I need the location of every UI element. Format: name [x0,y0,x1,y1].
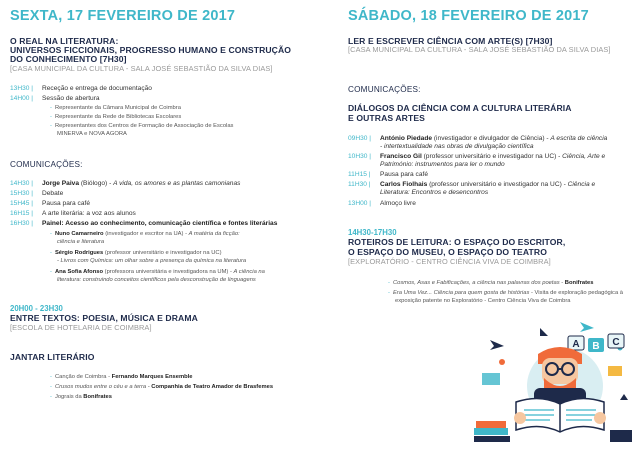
panel-speaker-cont: - Livros com Química: um olhar sobre a presença da química na literatura [57,258,247,264]
saturday-row: 13H00 | Almoço livre [348,200,416,207]
letter-b: B [592,341,600,352]
stacked-book [474,436,510,442]
opening-rep: MINERVA e NOVA AGORA [57,131,127,137]
stacked-book [610,430,632,442]
agenda-time: 14H00 | [10,95,33,102]
opening-rep: - Representante da Câmara Municipal de Coimbra [50,105,181,111]
saturday-location: [CASA MUNICIPAL DA CULTURA - SALA JOSÉ SEBASTIÃO DA SILVA DIAS] [348,45,611,54]
day-heading-friday: SEXTA, 17 FEVEREIRO DE 2017 [10,8,236,24]
opening-rep: - Representante da Rede de Bibliotecas Escolares [50,114,182,120]
letter-a: A [572,339,580,350]
agenda-desc: Sessão de abertura [42,95,100,102]
dialogos-line-2: E OUTRAS ARTES [348,113,425,123]
agenda-desc: Receção e entrega de documentação [42,85,152,92]
comunicacao-row: 15H45 | Pausa para café [10,200,91,207]
jantar-item: - Crusos mudos entre o céu e a terra - Companhia de Teatro Amador de Brasfemes [50,384,274,390]
afternoon-time: 14H30-17H30 [348,228,397,237]
comunicacao-row: 16H15 | A arte literária: a voz aos alunos [10,210,136,217]
panel-speaker: - Sérgio Rodrigues (professor universitário e investigador na UC) [50,250,222,256]
panel-speaker-cont: ciência e literatura [57,239,105,245]
roteiro-item-cont: exposição patente no Exploratório - Centro Ciência Viva de Coimbra [395,298,571,304]
comunicacao-row: 15H30 | Debate [10,190,64,197]
evening-time: 20H00 - 23H30 [10,304,63,313]
letter-c: C [612,337,620,348]
saturday-row-cont: Património: instrumentos para ler o mundo [380,161,505,168]
panel-speaker-cont: literatura: construindo conceitos científicos pela desconstrução de linguagens [57,277,256,283]
agenda-row [10,85,152,93]
jantar-item: - Canção de Coimbra - Fernando Marques Ensemble [50,374,193,380]
friday-title-line-3: DO CONHECIMENTO [7H30] [10,54,127,64]
agenda-time: 13H30 | [10,85,33,92]
bg-block [482,373,500,385]
afternoon-location: [EXPLORATÓRIO - CENTRO CIÊNCIA VIVA DE COIMBRA] [348,257,551,266]
afternoon-title-line-1: ROTEIROS DE LEITURA: O ESPAÇO DO ESCRITOR, [348,237,566,247]
saturday-row: 11H30 | Carlos Fiolhais (professor universitário e investigador na UC) - Ciência e [348,181,596,188]
comunicacao-row: 14H30 | Jorge Paiva (Biólogo) - A vida, os amores e as plantas camonianas [10,180,241,187]
opening-rep: - Representantes dos Centros de Formação de Associação de Escolas [50,123,234,129]
saturday-row: 10H30 | Francisco Gil (professor universitário e investigador na UC) - Ciência, Arte e [348,153,606,160]
afternoon-title-line-2: O ESPAÇO DO MUSEU, O ESPAÇO DO TEATRO [348,247,547,257]
paper-plane-icon [540,328,548,336]
comunicacao-row: 16H30 | Painel: Acesso ao conhecimento, comunicação científica e fontes literárias [10,220,278,227]
day-heading-saturday: SÁBADO, 18 FEVEREIRO DE 2017 [348,8,589,24]
roteiro-item: - Era Uma Vez... Ciência para quem gosta de histórias - Visita de exploração pedagógica à [388,290,624,296]
saturday-row-cont: - intertextualidade nas obras de divulgação científica [380,143,534,150]
saturday-row: 11H15 | Pausa para café [348,171,429,178]
saturday-title: LER E ESCREVER CIÊNCIA COM ARTE(S) [7H30] [348,36,553,46]
panel-speaker: - Nuno Camarneiro (investigador e escritor na UA) - A matéria da ficção: [50,231,240,237]
saturday-comunicacoes-label: COMUNICAÇÕES: [348,85,421,94]
panel-speaker: - Ana Sofia Afonso (professora universitária e investigadora na UM) - A ciência na [50,269,265,275]
saturday-row-cont: Literatura: Encontros e desencontros [380,189,489,196]
dialogos-line-1: DIÁLOGOS DA CIÊNCIA COM A CULTURA LITERÁRIA [348,103,572,113]
dot [499,359,505,365]
agenda-row [10,95,100,103]
paper-plane-icon [580,322,594,332]
friday-comunicacoes-label: COMUNICAÇÕES: [10,160,83,169]
jantar-title: JANTAR LITERÁRIO [10,352,95,362]
evening-title: ENTRE TEXTOS: POESIA, MÚSICA E DRAMA [10,313,198,323]
saturday-row: 09H30 | António Piedade (investigador e divulgador de Ciência) - A escrita de ciência [348,135,608,142]
reader-illustration [470,318,635,446]
stacked-book [474,428,508,435]
jantar-item: - Jograis da Bonifrates [50,394,112,400]
evening-location: [ESCOLA DE HOTELARIA DE COIMBRA] [10,323,152,332]
stacked-book [476,421,506,428]
triangle-icon [620,394,628,400]
friday-title-line-2: UNIVERSOS FICCIONAIS, PROGRESSO HUMANO E CONSTRUÇÃO [10,45,292,55]
hand [514,412,526,424]
hand [594,412,606,424]
paper-plane-icon [490,340,504,350]
bg-block [608,366,622,376]
roteiro-item: - Cosmos, Asas e Fabificações, a ciência nas palavras dos poetas - Bonifrates [388,280,594,286]
friday-location: [CASA MUNICIPAL DA CULTURA - SALA JOSÉ SEBASTIÃO DA SILVA DIAS] [10,64,273,73]
friday-title-line-1: O REAL NA LITERATURA: [10,36,119,46]
